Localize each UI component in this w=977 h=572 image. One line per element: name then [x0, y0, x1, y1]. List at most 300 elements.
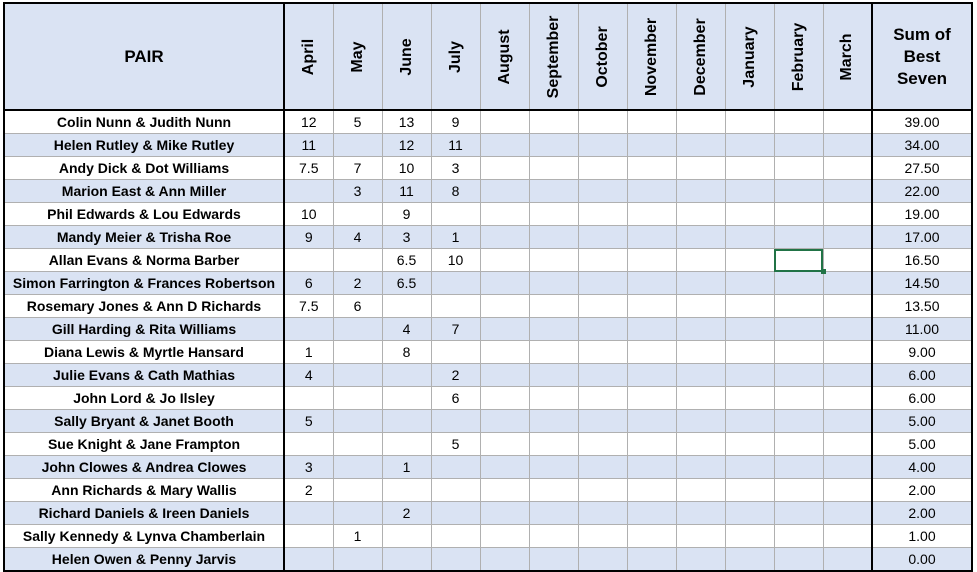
score-cell-april[interactable]: 7.5	[284, 295, 333, 318]
score-cell-october[interactable]	[578, 203, 627, 226]
score-cell-july[interactable]	[431, 525, 480, 548]
score-cell-october[interactable]	[578, 295, 627, 318]
score-cell-july[interactable]: 3	[431, 157, 480, 180]
score-cell-march[interactable]	[823, 456, 872, 479]
score-cell-june[interactable]	[382, 548, 431, 572]
score-cell-december[interactable]	[676, 433, 725, 456]
score-cell-january[interactable]	[725, 456, 774, 479]
score-cell-january[interactable]	[725, 249, 774, 272]
sum-best-seven-cell[interactable]: 2.00	[872, 502, 972, 525]
score-cell-september[interactable]	[529, 548, 578, 572]
score-cell-march[interactable]	[823, 203, 872, 226]
score-cell-february[interactable]	[774, 479, 823, 502]
score-cell-november[interactable]	[627, 272, 676, 295]
score-cell-august[interactable]	[480, 502, 529, 525]
score-cell-january[interactable]	[725, 295, 774, 318]
score-cell-february[interactable]	[774, 456, 823, 479]
pair-name-cell[interactable]: Rosemary Jones & Ann D Richards	[4, 295, 284, 318]
sum-best-seven-cell[interactable]: 6.00	[872, 387, 972, 410]
score-cell-may[interactable]: 5	[333, 110, 382, 134]
score-cell-january[interactable]	[725, 180, 774, 203]
month-header-december[interactable]	[676, 3, 725, 110]
score-cell-april[interactable]: 3	[284, 456, 333, 479]
score-cell-december[interactable]	[676, 410, 725, 433]
score-cell-april[interactable]	[284, 525, 333, 548]
score-cell-march[interactable]	[823, 249, 872, 272]
score-cell-june[interactable]: 6.5	[382, 272, 431, 295]
score-cell-may[interactable]	[333, 548, 382, 572]
score-cell-june[interactable]	[382, 479, 431, 502]
sum-best-seven-header[interactable]	[872, 3, 972, 110]
score-cell-february[interactable]	[774, 548, 823, 572]
score-cell-april[interactable]: 9	[284, 226, 333, 249]
score-cell-november[interactable]	[627, 110, 676, 134]
score-cell-march[interactable]	[823, 341, 872, 364]
score-cell-october[interactable]	[578, 249, 627, 272]
score-cell-august[interactable]	[480, 525, 529, 548]
score-cell-december[interactable]	[676, 525, 725, 548]
score-cell-september[interactable]	[529, 157, 578, 180]
score-cell-june[interactable]: 13	[382, 110, 431, 134]
score-cell-may[interactable]	[333, 203, 382, 226]
score-cell-may[interactable]: 7	[333, 157, 382, 180]
score-cell-august[interactable]	[480, 180, 529, 203]
score-cell-may[interactable]: 6	[333, 295, 382, 318]
score-cell-november[interactable]	[627, 525, 676, 548]
score-cell-december[interactable]	[676, 479, 725, 502]
score-cell-february[interactable]	[774, 272, 823, 295]
sum-best-seven-cell[interactable]: 4.00	[872, 456, 972, 479]
score-cell-october[interactable]	[578, 433, 627, 456]
score-cell-october[interactable]	[578, 548, 627, 572]
score-cell-february[interactable]	[774, 203, 823, 226]
score-cell-september[interactable]	[529, 226, 578, 249]
pair-name-cell[interactable]: Sally Bryant & Janet Booth	[4, 410, 284, 433]
score-cell-may[interactable]	[333, 249, 382, 272]
score-cell-september[interactable]	[529, 479, 578, 502]
score-cell-july[interactable]	[431, 295, 480, 318]
score-cell-december[interactable]	[676, 110, 725, 134]
score-cell-july[interactable]: 5	[431, 433, 480, 456]
score-cell-may[interactable]	[333, 502, 382, 525]
month-header-label: July	[446, 40, 464, 73]
month-header-february[interactable]	[774, 3, 823, 110]
score-cell-december[interactable]	[676, 272, 725, 295]
score-cell-december[interactable]	[676, 226, 725, 249]
score-cell-december[interactable]	[676, 318, 725, 341]
score-cell-december[interactable]	[676, 456, 725, 479]
pair-name-cell[interactable]: Helen Owen & Penny Jarvis	[4, 548, 284, 572]
score-cell-june[interactable]: 1	[382, 456, 431, 479]
score-cell-march[interactable]	[823, 502, 872, 525]
pair-name-cell[interactable]: Phil Edwards & Lou Edwards	[4, 203, 284, 226]
score-cell-june[interactable]	[382, 387, 431, 410]
score-cell-august[interactable]	[480, 110, 529, 134]
score-cell-january[interactable]	[725, 226, 774, 249]
score-cell-december[interactable]	[676, 548, 725, 572]
score-cell-april[interactable]: 12	[284, 110, 333, 134]
score-cell-march[interactable]	[823, 479, 872, 502]
score-cell-january[interactable]	[725, 387, 774, 410]
sum-best-seven-cell[interactable]: 1.00	[872, 525, 972, 548]
score-cell-september[interactable]	[529, 502, 578, 525]
score-cell-july[interactable]	[431, 410, 480, 433]
score-cell-october[interactable]	[578, 525, 627, 548]
score-cell-june[interactable]: 4	[382, 318, 431, 341]
score-cell-july[interactable]	[431, 548, 480, 572]
pair-column-header[interactable]: PAIR	[4, 3, 284, 110]
pair-name-cell[interactable]: Sally Kennedy & Lynva Chamberlain	[4, 525, 284, 548]
score-cell-may[interactable]	[333, 433, 382, 456]
score-cell-august[interactable]	[480, 272, 529, 295]
score-cell-april[interactable]	[284, 249, 333, 272]
score-cell-november[interactable]	[627, 410, 676, 433]
score-cell-november[interactable]	[627, 456, 676, 479]
score-cell-august[interactable]	[480, 387, 529, 410]
pair-name-cell[interactable]: Ann Richards & Mary Wallis	[4, 479, 284, 502]
month-header-november[interactable]	[627, 3, 676, 110]
score-cell-september[interactable]	[529, 456, 578, 479]
score-cell-june[interactable]: 8	[382, 341, 431, 364]
score-cell-april[interactable]: 2	[284, 479, 333, 502]
score-cell-november[interactable]	[627, 180, 676, 203]
score-cell-july[interactable]: 9	[431, 110, 480, 134]
sum-best-seven-cell[interactable]: 9.00	[872, 341, 972, 364]
score-cell-january[interactable]	[725, 502, 774, 525]
score-cell-november[interactable]	[627, 341, 676, 364]
score-cell-february[interactable]	[774, 410, 823, 433]
month-header-june[interactable]	[382, 3, 431, 110]
score-cell-november[interactable]	[627, 203, 676, 226]
score-cell-december[interactable]	[676, 387, 725, 410]
selected-cell[interactable]	[774, 249, 823, 272]
score-cell-june[interactable]: 12	[382, 134, 431, 157]
score-cell-november[interactable]	[627, 502, 676, 525]
score-cell-january[interactable]	[725, 318, 774, 341]
sum-best-seven-cell[interactable]: 6.00	[872, 364, 972, 387]
score-cell-august[interactable]	[480, 134, 529, 157]
sum-best-seven-cell[interactable]: 0.00	[872, 548, 972, 572]
sum-best-seven-cell[interactable]: 16.50	[872, 249, 972, 272]
score-cell-january[interactable]	[725, 410, 774, 433]
score-cell-november[interactable]	[627, 318, 676, 341]
score-cell-january[interactable]	[725, 433, 774, 456]
score-cell-june[interactable]: 2	[382, 502, 431, 525]
score-cell-august[interactable]	[480, 157, 529, 180]
score-cell-october[interactable]	[578, 502, 627, 525]
score-cell-march[interactable]	[823, 226, 872, 249]
pair-name-cell[interactable]: John Lord & Jo Ilsley	[4, 387, 284, 410]
score-cell-february[interactable]	[774, 341, 823, 364]
score-cell-august[interactable]	[480, 249, 529, 272]
score-cell-february[interactable]	[774, 502, 823, 525]
score-cell-august[interactable]	[480, 548, 529, 572]
sum-header-line: Best	[903, 46, 941, 66]
month-header-march[interactable]	[823, 3, 872, 110]
score-cell-may[interactable]: 1	[333, 525, 382, 548]
score-cell-april[interactable]: 5	[284, 410, 333, 433]
score-cell-may[interactable]	[333, 364, 382, 387]
score-cell-february[interactable]	[774, 387, 823, 410]
month-header-may[interactable]	[333, 3, 382, 110]
pair-name-cell[interactable]: Allan Evans & Norma Barber	[4, 249, 284, 272]
score-cell-october[interactable]	[578, 134, 627, 157]
score-cell-april[interactable]	[284, 318, 333, 341]
score-cell-march[interactable]	[823, 110, 872, 134]
score-cell-june[interactable]: 9	[382, 203, 431, 226]
score-cell-june[interactable]	[382, 525, 431, 548]
score-cell-october[interactable]	[578, 410, 627, 433]
score-cell-may[interactable]	[333, 456, 382, 479]
score-cell-march[interactable]	[823, 364, 872, 387]
score-cell-january[interactable]	[725, 272, 774, 295]
score-cell-april[interactable]	[284, 548, 333, 572]
score-cell-july[interactable]: 11	[431, 134, 480, 157]
score-cell-october[interactable]	[578, 157, 627, 180]
pair-name-cell[interactable]: Colin Nunn & Judith Nunn	[4, 110, 284, 134]
score-cell-august[interactable]	[480, 364, 529, 387]
score-cell-march[interactable]	[823, 295, 872, 318]
score-cell-july[interactable]: 7	[431, 318, 480, 341]
score-cell-february[interactable]	[774, 295, 823, 318]
score-cell-august[interactable]	[480, 456, 529, 479]
score-cell-september[interactable]	[529, 110, 578, 134]
leaderboard-sheet	[3, 2, 973, 572]
score-cell-december[interactable]	[676, 134, 725, 157]
score-cell-march[interactable]	[823, 525, 872, 548]
score-cell-september[interactable]	[529, 295, 578, 318]
score-cell-september[interactable]	[529, 134, 578, 157]
score-cell-may[interactable]	[333, 134, 382, 157]
score-cell-february[interactable]	[774, 180, 823, 203]
score-cell-february[interactable]	[774, 525, 823, 548]
score-cell-may[interactable]: 4	[333, 226, 382, 249]
score-cell-march[interactable]	[823, 410, 872, 433]
score-cell-july[interactable]	[431, 341, 480, 364]
score-cell-april[interactable]	[284, 180, 333, 203]
score-cell-may[interactable]: 3	[333, 180, 382, 203]
score-cell-november[interactable]	[627, 479, 676, 502]
score-cell-october[interactable]	[578, 387, 627, 410]
month-header-september[interactable]	[529, 3, 578, 110]
month-header-october[interactable]	[578, 3, 627, 110]
score-cell-march[interactable]	[823, 157, 872, 180]
score-cell-june[interactable]: 6.5	[382, 249, 431, 272]
month-header-january[interactable]	[725, 3, 774, 110]
pair-name-cell[interactable]: Marion East & Ann Miller	[4, 180, 284, 203]
score-cell-december[interactable]	[676, 295, 725, 318]
month-header-august[interactable]	[480, 3, 529, 110]
score-cell-may[interactable]	[333, 387, 382, 410]
score-cell-august[interactable]	[480, 341, 529, 364]
score-cell-january[interactable]	[725, 341, 774, 364]
score-cell-november[interactable]	[627, 134, 676, 157]
sum-best-seven-cell[interactable]: 34.00	[872, 134, 972, 157]
score-cell-november[interactable]	[627, 548, 676, 572]
score-cell-july[interactable]	[431, 502, 480, 525]
score-cell-june[interactable]: 3	[382, 226, 431, 249]
score-cell-september[interactable]	[529, 433, 578, 456]
score-cell-september[interactable]	[529, 249, 578, 272]
month-header-label: March	[838, 32, 856, 81]
score-cell-august[interactable]	[480, 433, 529, 456]
pair-name-cell[interactable]: Simon Farrington & Frances Robertson	[4, 272, 284, 295]
score-cell-december[interactable]	[676, 341, 725, 364]
score-cell-september[interactable]	[529, 341, 578, 364]
score-cell-december[interactable]	[676, 249, 725, 272]
sum-best-seven-cell[interactable]: 27.50	[872, 157, 972, 180]
score-cell-february[interactable]	[774, 110, 823, 134]
score-cell-october[interactable]	[578, 180, 627, 203]
score-cell-august[interactable]	[480, 410, 529, 433]
score-cell-april[interactable]	[284, 387, 333, 410]
score-cell-june[interactable]: 11	[382, 180, 431, 203]
score-cell-july[interactable]	[431, 479, 480, 502]
score-cell-march[interactable]	[823, 318, 872, 341]
score-cell-july[interactable]: 6	[431, 387, 480, 410]
score-cell-may[interactable]	[333, 479, 382, 502]
score-cell-april[interactable]	[284, 502, 333, 525]
score-cell-may[interactable]	[333, 318, 382, 341]
score-cell-july[interactable]	[431, 456, 480, 479]
score-cell-august[interactable]	[480, 318, 529, 341]
score-cell-march[interactable]	[823, 548, 872, 572]
score-cell-december[interactable]	[676, 203, 725, 226]
score-cell-february[interactable]	[774, 226, 823, 249]
score-cell-august[interactable]	[480, 295, 529, 318]
score-cell-august[interactable]	[480, 226, 529, 249]
score-cell-january[interactable]	[725, 548, 774, 572]
score-cell-july[interactable]	[431, 272, 480, 295]
table-row	[4, 502, 972, 525]
score-cell-december[interactable]	[676, 502, 725, 525]
score-cell-march[interactable]	[823, 180, 872, 203]
score-cell-november[interactable]	[627, 249, 676, 272]
score-cell-november[interactable]	[627, 226, 676, 249]
score-cell-november[interactable]	[627, 295, 676, 318]
score-cell-october[interactable]	[578, 341, 627, 364]
sum-best-seven-cell[interactable]: 22.00	[872, 180, 972, 203]
score-cell-march[interactable]	[823, 272, 872, 295]
score-cell-october[interactable]	[578, 456, 627, 479]
score-cell-september[interactable]	[529, 180, 578, 203]
score-cell-november[interactable]	[627, 157, 676, 180]
score-cell-june[interactable]	[382, 410, 431, 433]
score-cell-november[interactable]	[627, 433, 676, 456]
score-cell-september[interactable]	[529, 272, 578, 295]
month-header-april[interactable]	[284, 3, 333, 110]
table-row	[4, 410, 972, 433]
score-cell-february[interactable]	[774, 433, 823, 456]
score-cell-october[interactable]	[578, 318, 627, 341]
score-cell-january[interactable]	[725, 525, 774, 548]
score-cell-june[interactable]	[382, 295, 431, 318]
score-cell-may[interactable]	[333, 410, 382, 433]
pair-name-cell[interactable]: Helen Rutley & Mike Rutley	[4, 134, 284, 157]
score-cell-january[interactable]	[725, 364, 774, 387]
score-cell-july[interactable]: 2	[431, 364, 480, 387]
score-cell-january[interactable]	[725, 157, 774, 180]
score-cell-august[interactable]	[480, 479, 529, 502]
sum-best-seven-cell[interactable]: 39.00	[872, 110, 972, 134]
score-cell-october[interactable]	[578, 272, 627, 295]
score-cell-june[interactable]	[382, 433, 431, 456]
score-cell-march[interactable]	[823, 387, 872, 410]
pair-name-cell[interactable]: Julie Evans & Cath Mathias	[4, 364, 284, 387]
score-cell-october[interactable]	[578, 364, 627, 387]
pair-name-cell[interactable]: Richard Daniels & Ireen Daniels	[4, 502, 284, 525]
score-cell-october[interactable]	[578, 479, 627, 502]
score-cell-january[interactable]	[725, 134, 774, 157]
score-cell-april[interactable]: 1	[284, 341, 333, 364]
score-cell-april[interactable]: 7.5	[284, 157, 333, 180]
pair-name-cell[interactable]: Mandy Meier & Trisha Roe	[4, 226, 284, 249]
score-cell-october[interactable]	[578, 110, 627, 134]
score-cell-june[interactable]: 10	[382, 157, 431, 180]
sum-best-seven-cell[interactable]: 19.00	[872, 203, 972, 226]
sum-best-seven-cell[interactable]: 13.50	[872, 295, 972, 318]
score-cell-april[interactable]	[284, 433, 333, 456]
score-cell-january[interactable]	[725, 203, 774, 226]
sum-best-seven-cell[interactable]: 5.00	[872, 410, 972, 433]
score-cell-september[interactable]	[529, 410, 578, 433]
score-cell-july[interactable]: 1	[431, 226, 480, 249]
score-cell-november[interactable]	[627, 364, 676, 387]
score-cell-december[interactable]	[676, 364, 725, 387]
score-cell-july[interactable]: 8	[431, 180, 480, 203]
score-cell-july[interactable]: 10	[431, 249, 480, 272]
sum-best-seven-cell[interactable]: 17.00	[872, 226, 972, 249]
score-cell-september[interactable]	[529, 364, 578, 387]
pair-name-cell[interactable]: Sue Knight & Jane Frampton	[4, 433, 284, 456]
score-cell-june[interactable]	[382, 364, 431, 387]
score-cell-july[interactable]	[431, 203, 480, 226]
score-cell-february[interactable]	[774, 134, 823, 157]
score-cell-january[interactable]	[725, 479, 774, 502]
sum-best-seven-cell[interactable]: 5.00	[872, 433, 972, 456]
score-cell-august[interactable]	[480, 203, 529, 226]
score-cell-april[interactable]: 6	[284, 272, 333, 295]
score-cell-april[interactable]: 4	[284, 364, 333, 387]
pair-name-cell[interactable]: Diana Lewis & Myrtle Hansard	[4, 341, 284, 364]
score-cell-february[interactable]	[774, 318, 823, 341]
score-cell-september[interactable]	[529, 387, 578, 410]
score-cell-november[interactable]	[627, 387, 676, 410]
score-cell-may[interactable]: 2	[333, 272, 382, 295]
score-cell-december[interactable]	[676, 180, 725, 203]
score-cell-september[interactable]	[529, 318, 578, 341]
score-cell-september[interactable]	[529, 525, 578, 548]
sum-best-seven-cell[interactable]: 2.00	[872, 479, 972, 502]
score-cell-april[interactable]: 10	[284, 203, 333, 226]
month-header-july[interactable]	[431, 3, 480, 110]
score-cell-december[interactable]	[676, 157, 725, 180]
pair-name-cell[interactable]: Gill Harding & Rita Williams	[4, 318, 284, 341]
score-cell-march[interactable]	[823, 134, 872, 157]
score-cell-april[interactable]: 11	[284, 134, 333, 157]
score-cell-october[interactable]	[578, 226, 627, 249]
score-cell-january[interactable]	[725, 110, 774, 134]
score-cell-february[interactable]	[774, 157, 823, 180]
score-cell-may[interactable]	[333, 341, 382, 364]
pair-name-cell[interactable]: Andy Dick & Dot Williams	[4, 157, 284, 180]
score-cell-february[interactable]	[774, 364, 823, 387]
sum-best-seven-cell[interactable]: 11.00	[872, 318, 972, 341]
sum-best-seven-cell[interactable]: 14.50	[872, 272, 972, 295]
score-cell-march[interactable]	[823, 433, 872, 456]
score-cell-september[interactable]	[529, 203, 578, 226]
pair-name-cell[interactable]: John Clowes & Andrea Clowes	[4, 456, 284, 479]
